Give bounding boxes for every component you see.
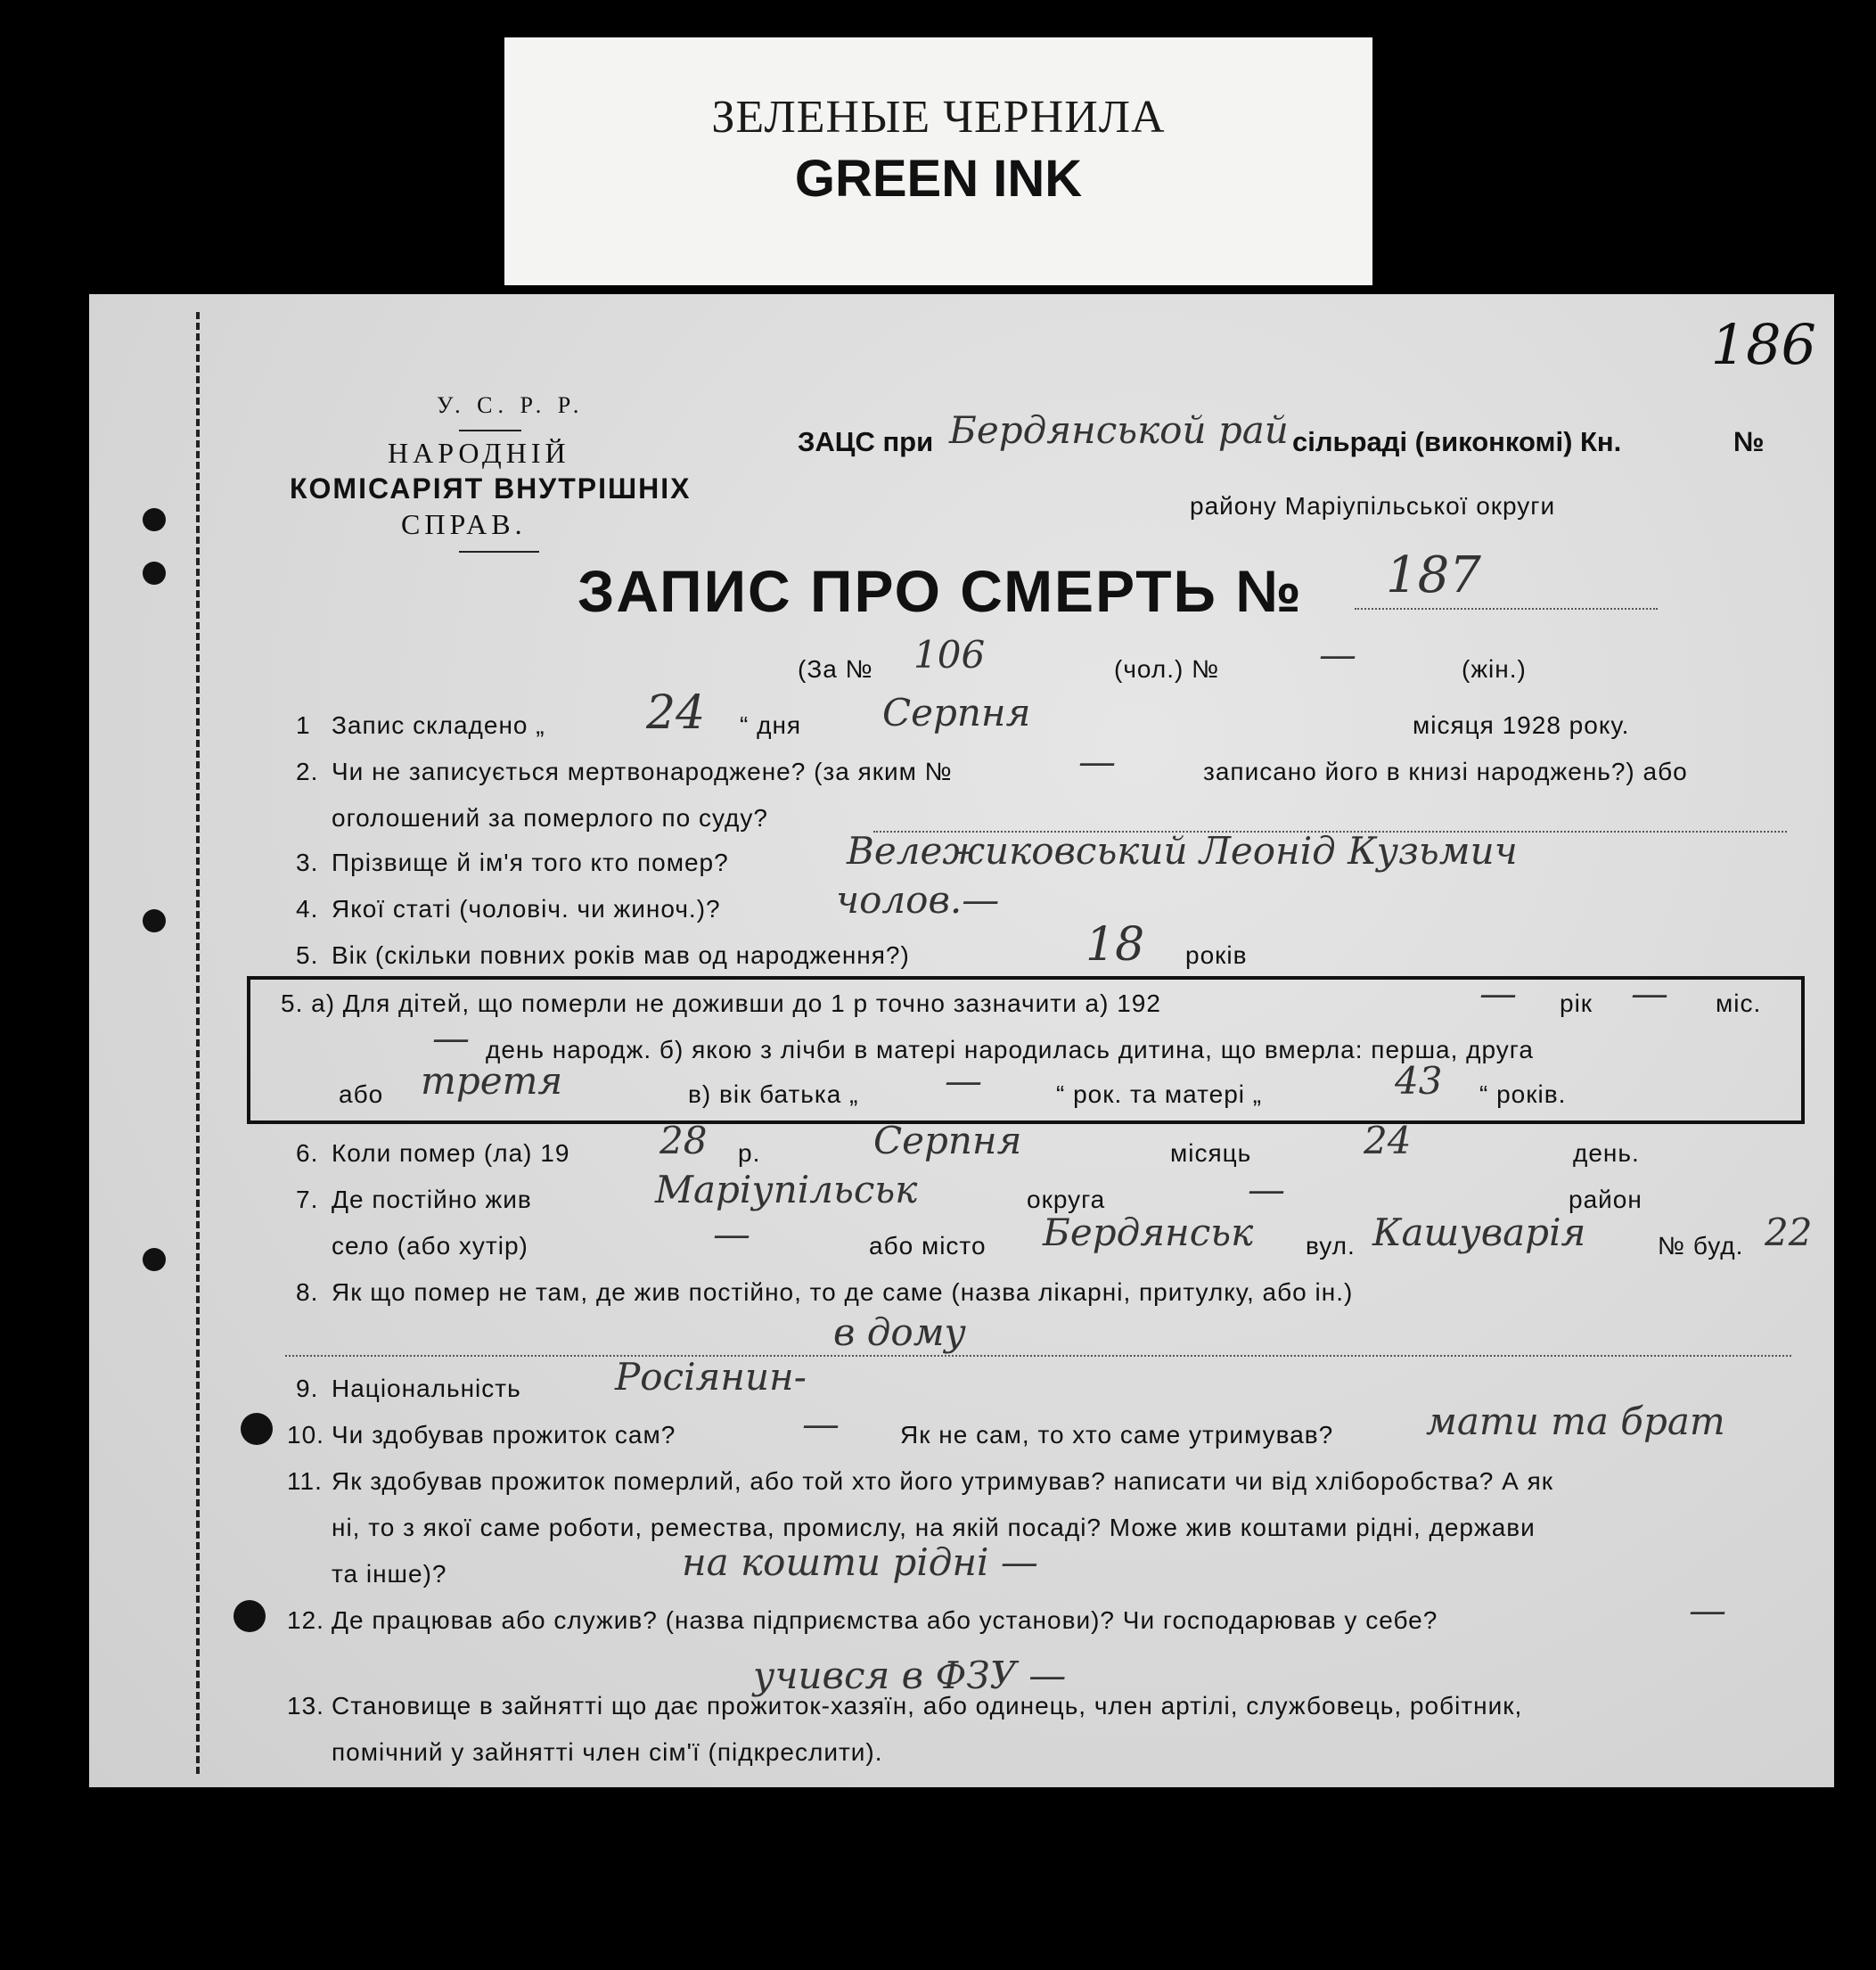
page-number: 186 [1710, 312, 1816, 377]
item7-bud-val: 22 [1765, 1211, 1813, 1254]
commissariat-line2: КОМІСАРІЯТ ВНУТРІШНІХ [290, 472, 692, 505]
item3-num: 3. [296, 849, 319, 876]
item5a-line3c: “ років. [1479, 1080, 1567, 1108]
item11-num: 11. [287, 1467, 323, 1495]
item5a-year: — [1479, 972, 1517, 1015]
female-label: (жін.) [1462, 655, 1527, 683]
page-title: ЗАПИС ПРО СМЕРТЬ № [578, 558, 1303, 624]
item5-num: 5. [296, 941, 319, 969]
item1-day: 24 [646, 686, 706, 740]
item6-year: 28 [659, 1119, 708, 1162]
binding-hole [233, 1600, 266, 1632]
item5a-mother-age: 43 [1395, 1059, 1443, 1103]
item1-text: Запис складено „ [332, 711, 545, 739]
item6-r: р. [738, 1139, 761, 1167]
fill-line [1355, 608, 1658, 610]
item7-raion: район [1569, 1186, 1643, 1213]
zags-handwritten: Бердянськой рай [949, 408, 1289, 452]
binding-hole [241, 1413, 273, 1445]
item6-mis: місяць [1170, 1139, 1252, 1167]
item6-num: 6. [296, 1139, 319, 1167]
book-number-label: № [1733, 426, 1765, 457]
item3-text: Прізвище й ім'я того кто помер? [332, 849, 729, 876]
label-russian: ЗЕЛЕНЫЕ ЧЕРНИЛА [711, 92, 1166, 143]
item2-end: записано його в книзі народжень?) або [1203, 758, 1688, 785]
binding-hole [143, 508, 166, 531]
item9-num: 9. [296, 1375, 319, 1402]
item6-day: 24 [1364, 1119, 1412, 1162]
item10-val2: мати та брат [1426, 1400, 1725, 1443]
item7-num: 7. [296, 1186, 319, 1213]
item5a-line3a: в) вік батька „ [688, 1080, 859, 1108]
item4-sex: чолов.— [836, 878, 1000, 922]
item5-age: 18 [1085, 918, 1145, 972]
death-record-sheet [89, 294, 1834, 1787]
item7-misto-val: Бердянськ [1043, 1211, 1254, 1254]
item13-line1: Становище в зайнятті що дає прожиток-хазяїн, або одинець, член артілі, службовець, робітник, [332, 1692, 1523, 1720]
divider [459, 551, 539, 553]
item1-num: 1 [296, 711, 311, 739]
item5a-rik: рік [1560, 989, 1593, 1017]
male-label: (чол.) № [1114, 655, 1220, 683]
item5a-mis: міс. [1716, 989, 1762, 1017]
item5a-line1: 5. а) Для дітей, що померли не доживши до 1 р точно зазначити а) 192 [281, 989, 1161, 1017]
zags-suffix: сільраді (виконкомі) Кн. [1292, 426, 1622, 457]
divider [459, 430, 521, 431]
item2-text: Чи не записується мертвонароджене? (за яким № [332, 758, 953, 785]
fill-line [285, 1355, 1791, 1357]
binding-hole [143, 1248, 166, 1271]
item9-val: Росіянин- [615, 1355, 807, 1399]
ink-label-card [504, 37, 1372, 285]
item12-val0: — [1689, 1588, 1726, 1632]
item1-mid: “ дня [740, 711, 802, 739]
district-line: району Маріупільської округи [1190, 492, 1556, 520]
item7-vul-val: Кашуварія [1372, 1211, 1586, 1254]
item12-text: Де працював або служив? (назва підприємства або установи)? Чи господарював у себе? [332, 1606, 1438, 1634]
item11-val: на кошти рідні — [682, 1540, 1038, 1584]
item12-val: учився в ФЗУ — [753, 1654, 1067, 1697]
zags-prefix: ЗАЦС при [798, 426, 934, 457]
item11-line2: ні, то з якої саме роботи, ремества, промислу, на якій посаді? Може жив коштами рідні, держави [332, 1514, 1536, 1541]
item2-line2: оголошений за померлого по суду? [332, 804, 768, 832]
item2-num: 2. [296, 758, 319, 785]
perforation-line [196, 312, 200, 1774]
item4-num: 4. [296, 895, 319, 923]
item5a-abo: або [339, 1080, 384, 1108]
item5a-father-age: — [945, 1059, 982, 1103]
item11-line1: Як здобував прожиток померлий, або той хто його утримував? написати чи від хліборобства? А як [332, 1467, 1554, 1495]
item10-num: 10. [287, 1421, 324, 1449]
item8-val: в дому [833, 1310, 966, 1354]
item7-raion-val: — [1248, 1168, 1285, 1211]
item5a-line2: день народж. б) якою з лічби в матері народилась дитина, що вмерла: перша, друга [486, 1036, 1534, 1063]
commissariat-line3: СПРАВ. [401, 508, 527, 540]
item7-vul: вул. [1306, 1232, 1356, 1260]
item6-text: Коли помер (ла) 19 [332, 1139, 570, 1167]
item5a-month: — [1631, 972, 1668, 1015]
item10-val1: — [802, 1402, 840, 1446]
male-record-number: 106 [913, 633, 986, 677]
item5a-day: — [432, 1016, 470, 1060]
item7-bud: № буд. [1658, 1232, 1744, 1260]
item7-selo: село (або хутір) [332, 1232, 528, 1260]
item7-okruha: округа [1027, 1186, 1106, 1213]
item3-name: Вележиковський Леонід Кузьмич [847, 829, 1518, 873]
item5a-line3b: “ рок. та матері „ [1056, 1080, 1263, 1108]
female-record-number: — [1319, 633, 1356, 677]
item7-okruha-val: Маріупільськ [655, 1168, 918, 1211]
za-label: (За № [798, 655, 873, 683]
item4-text: Якої статі (чоловіч. чи жиноч.)? [332, 895, 721, 923]
item5-end: років [1185, 941, 1248, 969]
binding-hole [143, 909, 166, 932]
item8-text: Як що помер не там, де жив постійно, то де саме (назва лікарні, притулку, або ін.) [332, 1278, 1354, 1306]
item8-num: 8. [296, 1278, 319, 1306]
item2-val: — [1078, 740, 1116, 784]
item6-den: день. [1573, 1139, 1640, 1167]
item13-line2: помічний у зайнятті член сім'ї (підкреслити). [332, 1738, 883, 1766]
item11-line3: та інше)? [332, 1560, 447, 1588]
record-number: 187 [1386, 546, 1481, 604]
item1-end: місяця 1928 року. [1413, 711, 1630, 739]
item6-month: Серпня [873, 1119, 1022, 1162]
item5-text: Вік (скільки повних років мав од народження?) [332, 941, 910, 969]
item13-num: 13. [287, 1692, 324, 1720]
item7-misto: або місто [869, 1232, 987, 1260]
label-english: GREEN INK [794, 150, 1083, 208]
item9-text: Національність [332, 1375, 521, 1402]
item10-mid: Як не сам, то хто саме утримував? [900, 1421, 1334, 1449]
item7-selo-val: — [713, 1212, 750, 1256]
republic-abbrev: У. С. Р. Р. [437, 392, 585, 418]
commissariat-line1: НАРОДНІЙ [388, 437, 570, 469]
item7-text: Де постійно жив [332, 1186, 532, 1213]
binding-hole [143, 562, 166, 585]
item1-month: Серпня [882, 691, 1031, 735]
item12-num: 12. [287, 1606, 324, 1634]
item5a-order: третя [421, 1059, 563, 1103]
item10-text: Чи здобував прожиток сам? [332, 1421, 676, 1449]
